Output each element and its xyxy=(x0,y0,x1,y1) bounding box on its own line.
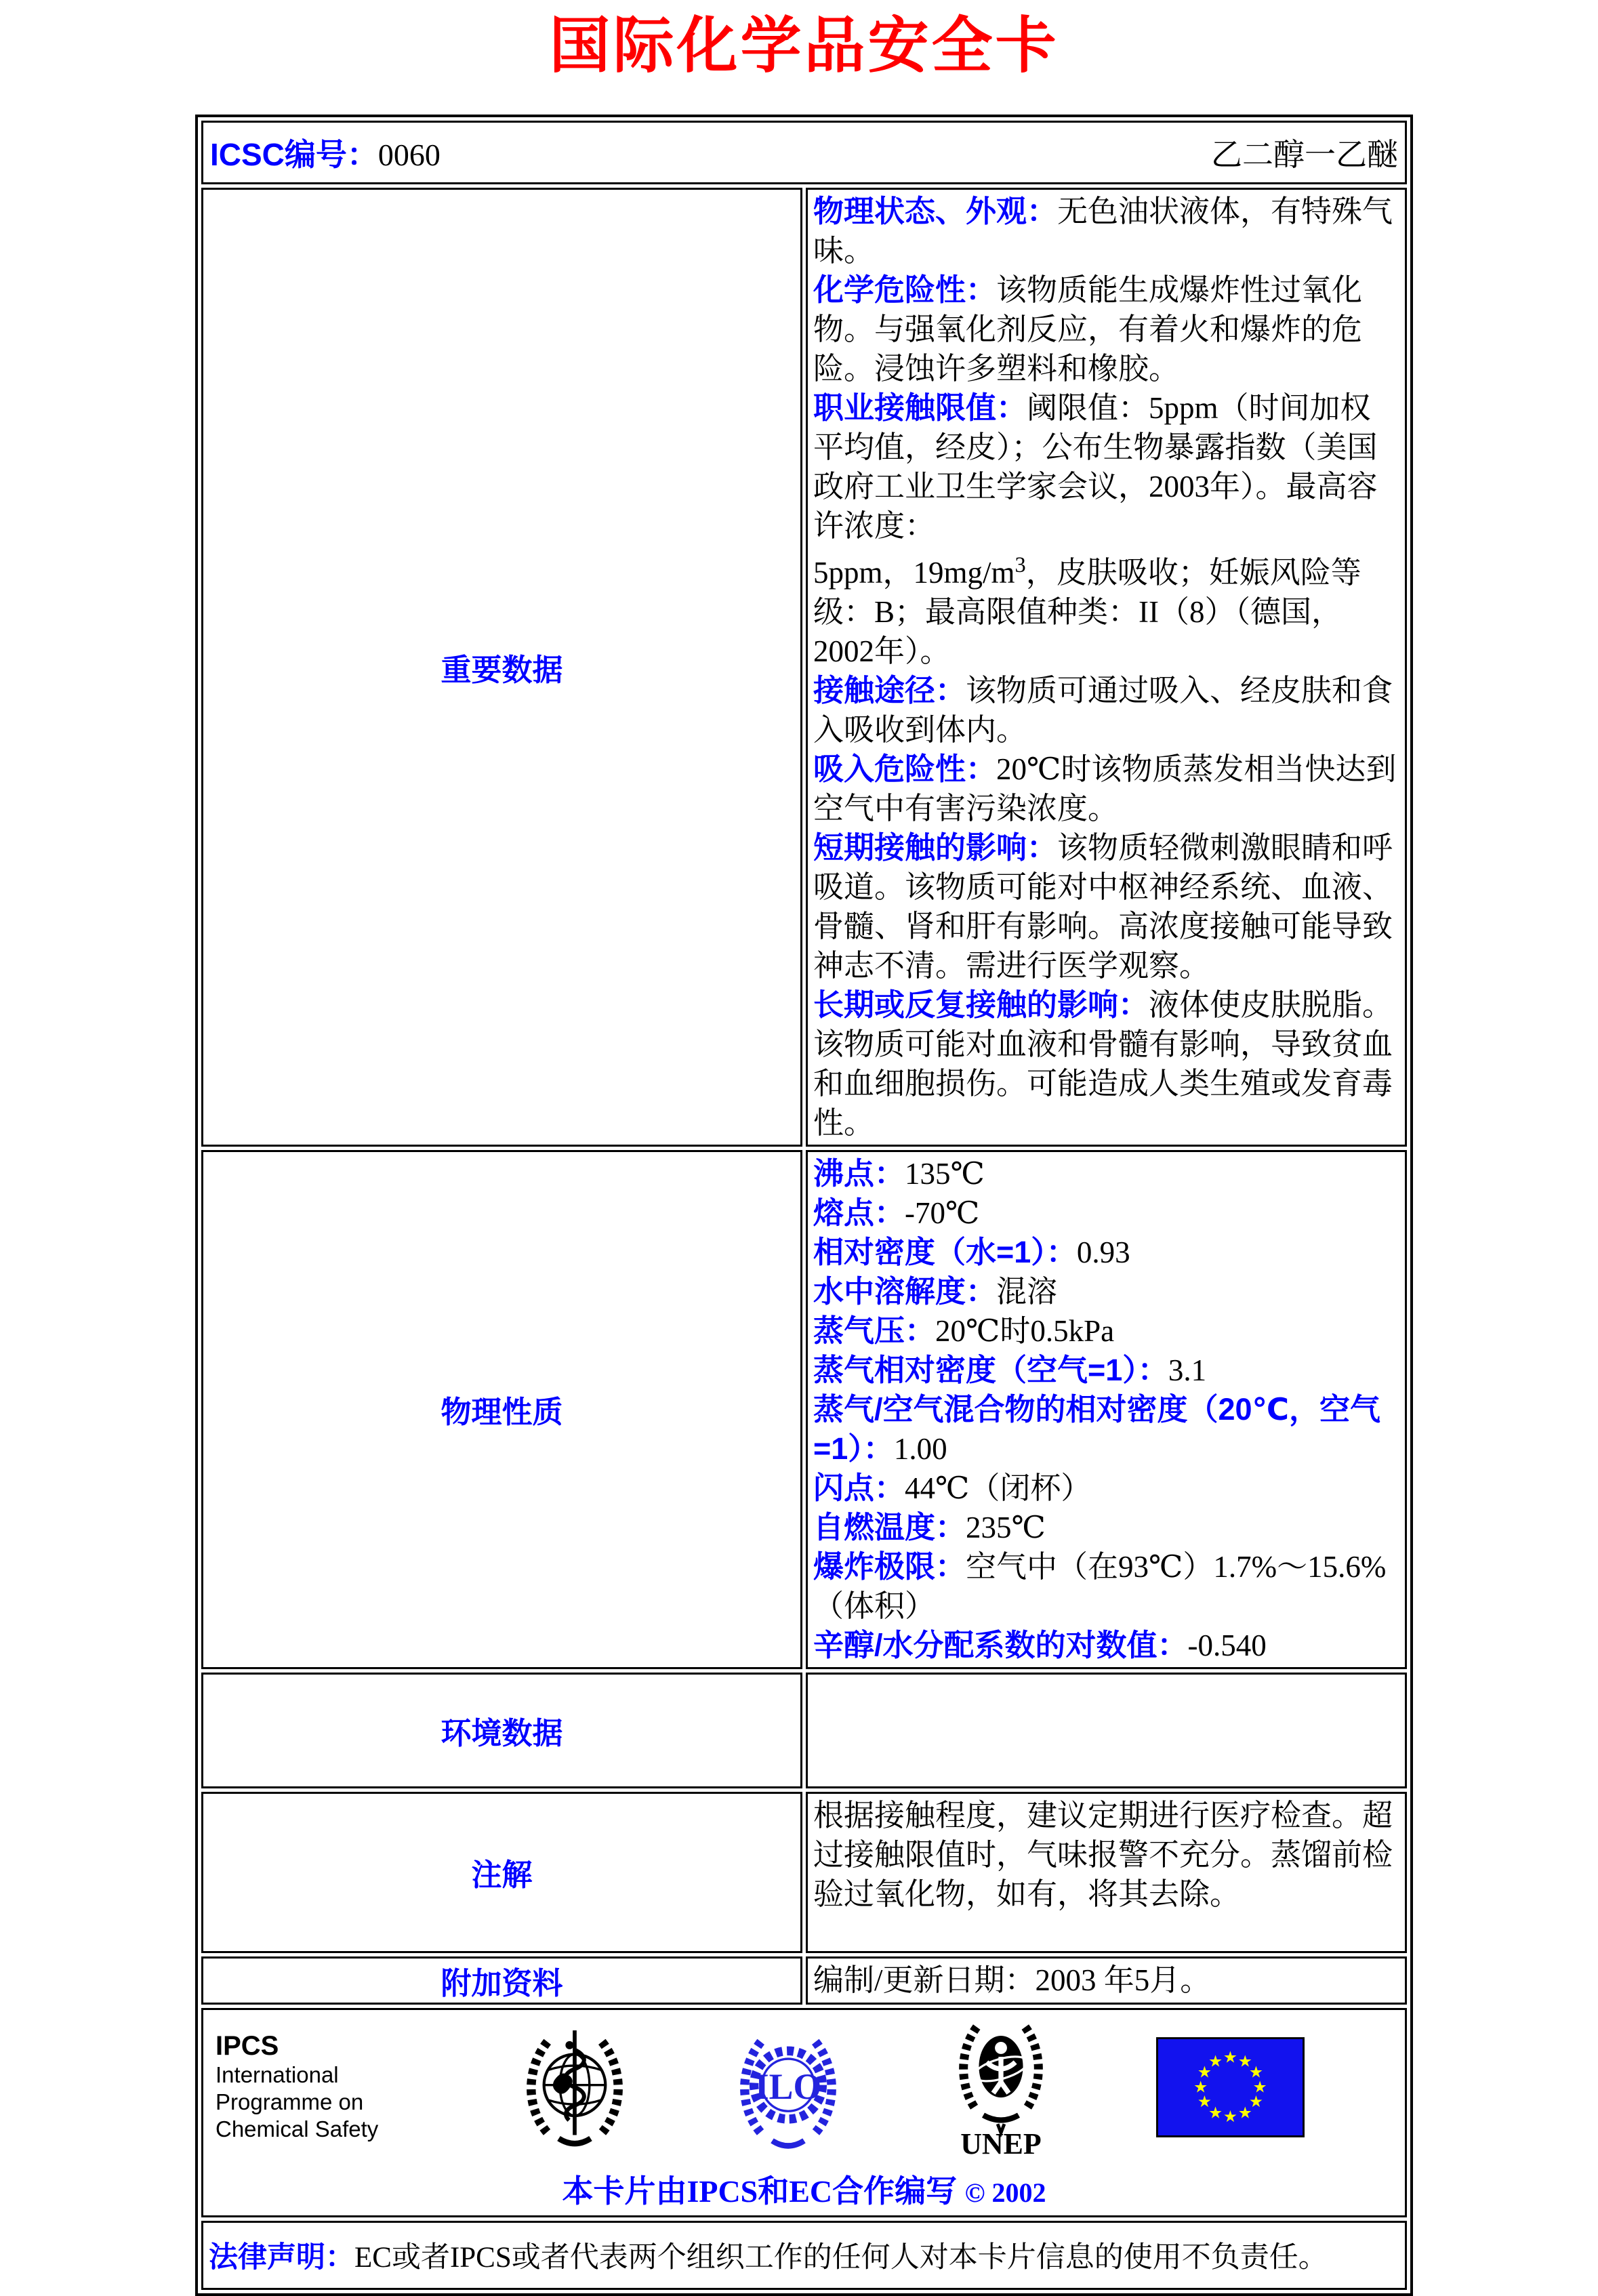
logos-strip xyxy=(216,2018,1393,2157)
environmental-data-row-label: 环境数据 xyxy=(201,1673,802,1788)
legal-row xyxy=(201,2221,1407,2290)
logos-cell xyxy=(201,2008,1407,2217)
entry-label: 职业接触限值： xyxy=(813,390,1027,425)
entry-long-term-effects xyxy=(813,985,1398,1143)
svg-text:UNEP: UNEP xyxy=(960,2127,1042,2157)
physical-properties-content xyxy=(806,1150,1407,1669)
entry-text: 该物质轻微刺激眼睛和呼吸道。该物质可能对中枢神经系统、血液、骨髓、肾和肝有影响。高浓度接触可能导致神志不清。需进行医学观察。 xyxy=(813,830,1393,983)
prop-flash-point xyxy=(813,1469,1398,1508)
svg-text:★: ★ xyxy=(1248,2064,1264,2082)
prop-value: -0.540 xyxy=(1187,1628,1267,1662)
notes-content: 根据接触程度，建议定期进行医疗检查。超过接触限值时，气味报警不充分。蒸馏前检验过氧化物，如有，将其去除。 xyxy=(806,1792,1407,1953)
entry-label: 物理状态、外观： xyxy=(813,193,1058,228)
prop-vapour-density xyxy=(813,1351,1398,1390)
prop-octanol-water-partition xyxy=(813,1626,1398,1665)
prop-value: 20℃时0.5kPa xyxy=(935,1313,1115,1348)
prop-label: 闪点： xyxy=(813,1470,905,1505)
notes-row-label: 注解 xyxy=(201,1792,802,1953)
credit-line xyxy=(216,2167,1393,2211)
prop-label: 自燃温度： xyxy=(813,1509,966,1544)
legal-cell xyxy=(201,2221,1407,2290)
prop-relative-density xyxy=(813,1233,1398,1272)
ipcs-line: Programme on xyxy=(216,2089,364,2114)
prop-boiling-point xyxy=(813,1154,1398,1193)
svg-text:★: ★ xyxy=(1197,2093,1212,2112)
header-row xyxy=(201,121,1407,184)
important-data-row xyxy=(201,188,1407,1147)
who-logo-icon xyxy=(517,2024,632,2151)
entry-routes-of-exposure xyxy=(813,671,1398,750)
ipcs-title: IPCS xyxy=(216,2030,279,2061)
prop-label: 蒸气相对密度（空气=1）： xyxy=(813,1352,1168,1387)
eu-flag-icon xyxy=(1156,2037,1305,2137)
entry-occupational-exposure-limits xyxy=(813,388,1398,671)
important-data-row-label: 重要数据 xyxy=(201,188,802,1147)
entry-text: 20℃时该物质蒸发相当快达到空气中有害污染浓度。 xyxy=(813,752,1397,825)
prop-label: 辛醇/水分配系数的对数值： xyxy=(813,1627,1188,1662)
icsc-table xyxy=(195,115,1413,2296)
environmental-data-row xyxy=(201,1673,1407,1788)
prop-value: 135℃ xyxy=(905,1156,985,1191)
entry-label: 短期接触的影响： xyxy=(813,829,1058,865)
unep-logo-icon xyxy=(944,2018,1058,2157)
ipcs-line: International xyxy=(216,2062,339,2087)
svg-text:★: ★ xyxy=(1248,2093,1264,2112)
icsc-number-label: ICSC编号： xyxy=(210,136,378,172)
prop-vapour-pressure xyxy=(813,1311,1398,1351)
entry-text: 无色油状液体，有特殊气味。 xyxy=(813,194,1393,268)
ilo-logo-icon xyxy=(731,2024,846,2151)
prop-water-solubility xyxy=(813,1272,1398,1311)
entry-physical-state xyxy=(813,192,1398,270)
entry-label: 接触途径： xyxy=(813,672,966,708)
icsc-number-value: 0060 xyxy=(377,137,441,172)
entry-chemical-dangers xyxy=(813,270,1398,388)
superscript-3: 3 xyxy=(1015,552,1026,577)
prop-explosive-limits xyxy=(813,1547,1398,1626)
entry-label: 吸入危险性： xyxy=(813,751,997,786)
prop-value: 空气中（在93℃）1.7%～15.6%（体积） xyxy=(813,1549,1387,1623)
entry-text-continued: 5ppm，19mg/m xyxy=(813,555,1015,590)
prop-vapour-air-mixture-density xyxy=(813,1390,1398,1469)
svg-text:★: ★ xyxy=(1208,2104,1223,2123)
svg-text:★: ★ xyxy=(1193,2078,1208,2097)
important-data-content xyxy=(806,188,1407,1147)
prop-label: 蒸气压： xyxy=(813,1313,936,1348)
entry-text-continued: ，皮肤吸收；妊娠风险等级：B；最高限值种类：II（8）（德国，2002年）。 xyxy=(813,555,1361,668)
environmental-data-content xyxy=(806,1673,1407,1788)
legal-text: EC或者IPCS或者代表两个组织工作的任何人对本卡片信息的使用不负责任。 xyxy=(354,2242,1328,2274)
svg-text:★: ★ xyxy=(1237,2053,1253,2071)
prop-value: 44℃（闭杯） xyxy=(905,1471,1092,1505)
prop-label: 相对密度（水=1）： xyxy=(813,1234,1077,1269)
entry-text: 液体使皮肤脱脂。该物质可能对血液和骨髓有影响，导致贫血和血细胞损伤。可能造成人类生殖或发育毒性。 xyxy=(813,987,1393,1140)
prop-value: 0.93 xyxy=(1076,1235,1130,1269)
additional-info-content: 编制/更新日期：2003 年5月。 xyxy=(806,1956,1407,2005)
logos-row xyxy=(201,2008,1407,2217)
entry-inhalation-risk xyxy=(813,750,1398,828)
entry-text: 阈限值：5ppm（时间加权平均值，经皮）；公布生物暴露指数（美国政府工业卫生学家会议，2003年）。最高容许浓度： xyxy=(813,390,1378,543)
physical-properties-row-label: 物理性质 xyxy=(201,1150,802,1669)
physical-properties-row xyxy=(201,1150,1407,1669)
svg-text:★: ★ xyxy=(1197,2064,1212,2082)
page-title: 国际化学品安全卡 xyxy=(549,13,1059,80)
prop-label: 水中溶解度： xyxy=(813,1273,997,1309)
entry-label: 化学危险性： xyxy=(813,272,997,307)
svg-text:★: ★ xyxy=(1252,2078,1267,2097)
entry-text: 该物质能生成爆炸性过氧化物。与强氧化剂反应，有着火和爆炸的危险。浸蚀许多塑料和橡胶。 xyxy=(813,272,1363,386)
prop-label: 沸点： xyxy=(813,1155,905,1191)
legal-label: 法律声明： xyxy=(209,2241,354,2274)
chemical-name: 乙二醇一乙醚 xyxy=(1211,137,1398,172)
prop-value: 235℃ xyxy=(966,1510,1046,1544)
icsc-card-page xyxy=(195,15,1413,2296)
svg-text:★: ★ xyxy=(1223,2049,1238,2067)
prop-label: 熔点： xyxy=(813,1195,905,1230)
header-cell xyxy=(201,121,1407,184)
prop-value: 3.1 xyxy=(1168,1353,1207,1387)
svg-text:★: ★ xyxy=(1223,2108,1238,2127)
prop-melting-point xyxy=(813,1193,1398,1233)
entry-text: 该物质可通过吸入、经皮肤和食入吸收到体内。 xyxy=(813,673,1393,747)
prop-label: 爆炸极限： xyxy=(813,1549,966,1584)
svg-text:★: ★ xyxy=(1237,2104,1253,2123)
ipcs-text-block xyxy=(216,2018,419,2143)
prop-value: 1.00 xyxy=(893,1431,947,1466)
prop-value: 混溶 xyxy=(996,1274,1058,1309)
icsc-number-group xyxy=(210,130,441,175)
prop-label: 蒸气/空气混合物的相对密度（20℃，空气=1）： xyxy=(813,1391,1381,1466)
prop-value: -70℃ xyxy=(905,1195,980,1230)
entry-label: 长期或反复接触的影响： xyxy=(813,987,1149,1022)
credit-text: 本卡片由IPCS和EC合作编写 xyxy=(562,2173,958,2209)
svg-text:ILO: ILO xyxy=(754,2066,822,2107)
notes-row xyxy=(201,1792,1407,1953)
additional-info-row xyxy=(201,1956,1407,2005)
entry-short-term-effects xyxy=(813,828,1398,985)
additional-info-row-label: 附加资料 xyxy=(201,1956,802,2005)
copyright-text: © 2002 xyxy=(964,2177,1046,2208)
prop-autoignition-temperature xyxy=(813,1508,1398,1547)
ipcs-line: Chemical Safety xyxy=(216,2116,379,2141)
svg-text:★: ★ xyxy=(1208,2053,1223,2071)
